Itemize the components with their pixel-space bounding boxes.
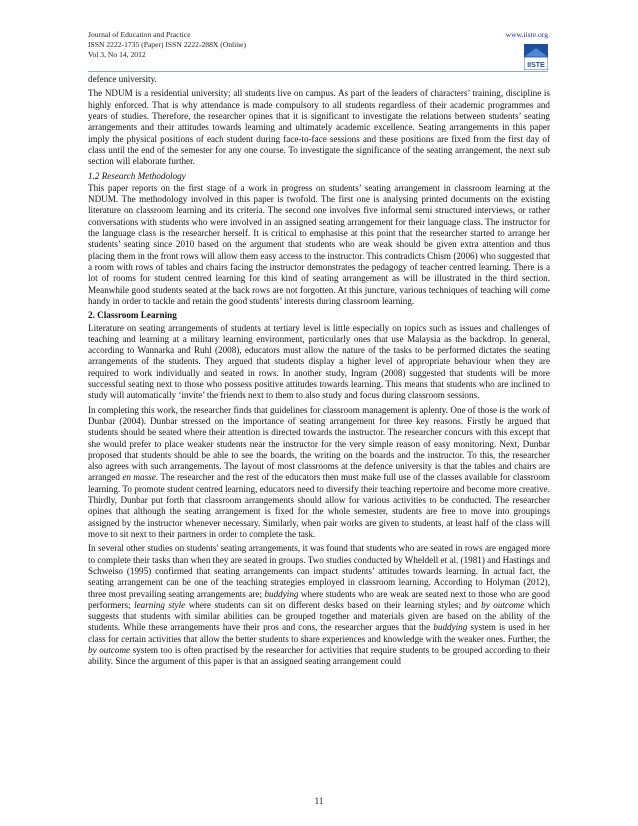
journal-header (88, 30, 548, 74)
emphasis-buddying: buddying (264, 588, 299, 599)
volume-line: Vol 3, No 14, 2012 (88, 50, 146, 59)
journal-line (88, 30, 548, 40)
journal-name: Journal of Education and Practice (88, 30, 191, 39)
paragraph-methodology: This paper reports on the first stage of a work in progress on students’ seating arrangement in classroom learning at the NDUM. The methodology involved in this paper is twofold. The first one is analysing printed documents on the existing literature on classroom learning and its criteria. The second one involves five informal semi structured interviews, or rather conversations with students who were involved in an assigned seating arrangement for their language class. The instructor for the language class is the researcher herself. It is critical to emphasise at this point that the researcher started to arrange her students’ seating since 2010 based on the argument that students who are weak should be given extra attention and thus placing them in the front rows will allow them easy access to the instructor. This contradicts Chism (2006) who suggested that a room with rows of tables and chairs facing the instructor demonstrates the pedagogy of teacher centred learning. There is a lot of rooms for student centred learning for this kind of seating arrangement as will be illustrated in the third section. Meanwhile good students seated at the back rows are not forgotten. At this juncture, various techniques of teaching will come handy in order to tackle and retain the good students’ interests during classroom learning. (88, 182, 550, 306)
paragraph-literature: Literature on seating arrangements of students at tertiary level is little especially on topics such as issues and challenges of teaching and learning at a military learning environment, particularly ones that use Malaysia as the backdrop. In general, according to Wannarka and Ruhl (2008), educators must allow the nature of the tasks to be performed dictates the seating arrangements of the students. They argued that students display a higher level of appropriate behaviour when they are required to work individually and seated in rows. In another study, Ingram (2008) suggested that students will be more successful seating next to those who possess positive attitudes towards learning. This means that students who are inclined to study will automatically ‘invite’ the friends next to them to also study and focus during classroom sessions. (88, 322, 550, 401)
article-body (88, 74, 550, 671)
text-run: In completing this work, the researcher finds that guidelines for classroom management is aplenty. One of those is the work of Dunbar (2004). Dunbar stressed on the importance of seating arrangement for three key reasons. Firstly he argued that students should be seated where their attention is directed towards the instructor. The researcher concurs with this except that she would prefer to place weaker students near the instructor for the very simple reason of easy monitoring. Next, Dunbar proposed that students should be able to see the boards, the writing on the boards and the instructor. To this, the researcher also agrees with such arrangements. The layout of most classrooms at the defence university is that the tables and chairs are arranged (88, 404, 550, 483)
text-run: In several other studies on students' seating arrangements, it was found that students who are seated in rows are engaged more to complete their tasks than when they are seated in groups. Two studies conducted by Wheldell et al. (1981) and Hastings and Schweiso (1995) confirmed that seating arrangements can impact students’ attitudes towards learning. In actual fact, the seating arrangement can be one of the teaching strategies employed in classroom learning. According to Holyman (2012), three most prevailing seating arrangements are; (88, 543, 551, 599)
journal-url-link[interactable]: www.iiste.org (505, 30, 548, 39)
subsection-heading-methodology: 1.2 Research Methodology (88, 170, 186, 181)
text-run: system is used in her class for certain activities that allow the better students to share experiences and knowledge with the weaker ones. Further, the (88, 622, 550, 644)
page-number: 11 (314, 796, 324, 806)
text-run: system too is often practised by the researcher for activities that require students to be grouped according to their ability. Since the argument of this paper is that an assigned seating arrangement could (88, 645, 550, 667)
section-heading-classroom-learning: 2. Classroom Learning (88, 310, 177, 321)
paragraph-seating-studies (88, 543, 550, 667)
text-run: which suggests that students with similar abilities can be grouped together and materials given are based on the ability of the students. While these arrangements have their pros and cons, the researcher argues that the (88, 599, 550, 633)
emphasis-learning-style: learning style (134, 599, 186, 610)
emphasis-by-outcome: by outcome (481, 599, 525, 610)
paragraph-continuation: defence university. (88, 74, 157, 84)
iiste-logo (524, 44, 548, 70)
paragraph-dunbar (88, 405, 550, 541)
text-run: where students can sit on different desks based on their learning styles; and (185, 599, 482, 610)
emphasis-en-masse: en masse (122, 472, 156, 483)
emphasis-buddying: buddying (433, 622, 468, 633)
issn-line: ISSN 2222-1735 (Paper) ISSN 2222-288X (Online) (88, 40, 246, 49)
header-rule (88, 71, 548, 72)
text-run: . The researcher and the rest of the educators then must make full use of the classes available for classroom learning. To promote student centred learning, educators need to diversify their teaching repertoire and become more creative. Thirdly, Dunbar put forth that classroom arrangements should allow for various activities to be conducted. The researcher opines that although the seating arrangement is fixed for the whole semester, students are free to move into groupings assigned by the instructor whenever necessary. Similarly, when pair works are given to students, at least half of the class will move to sit next to their partners in order to complete the task. (88, 472, 550, 539)
logo-text: IISTE (527, 62, 545, 69)
paragraph-ndum: The NDUM is a residential university; all students live on campus. As part of the leaders of characters’ training, discipline is highly enforced. That is why attendance is made compulsory to all students regardless of their academic programmes and years of studies. Therefore, the researcher opines that it is significant to investigate the relations between students’ seating arrangements and their attitudes towards learning and ultimately academic excellence. Seating arrangements in this paper imply the physical positions of each student during face-to-face sessions and these positions are fixed from the first day of class until the end of the semester for any one course. To investigate the significance of the seating arrangement, the next sub section will elaborate further. (88, 88, 550, 167)
text-run: where students who are weak are seated next to those who are good performers; (88, 588, 550, 610)
emphasis-by-outcome: by outcome (88, 645, 131, 656)
